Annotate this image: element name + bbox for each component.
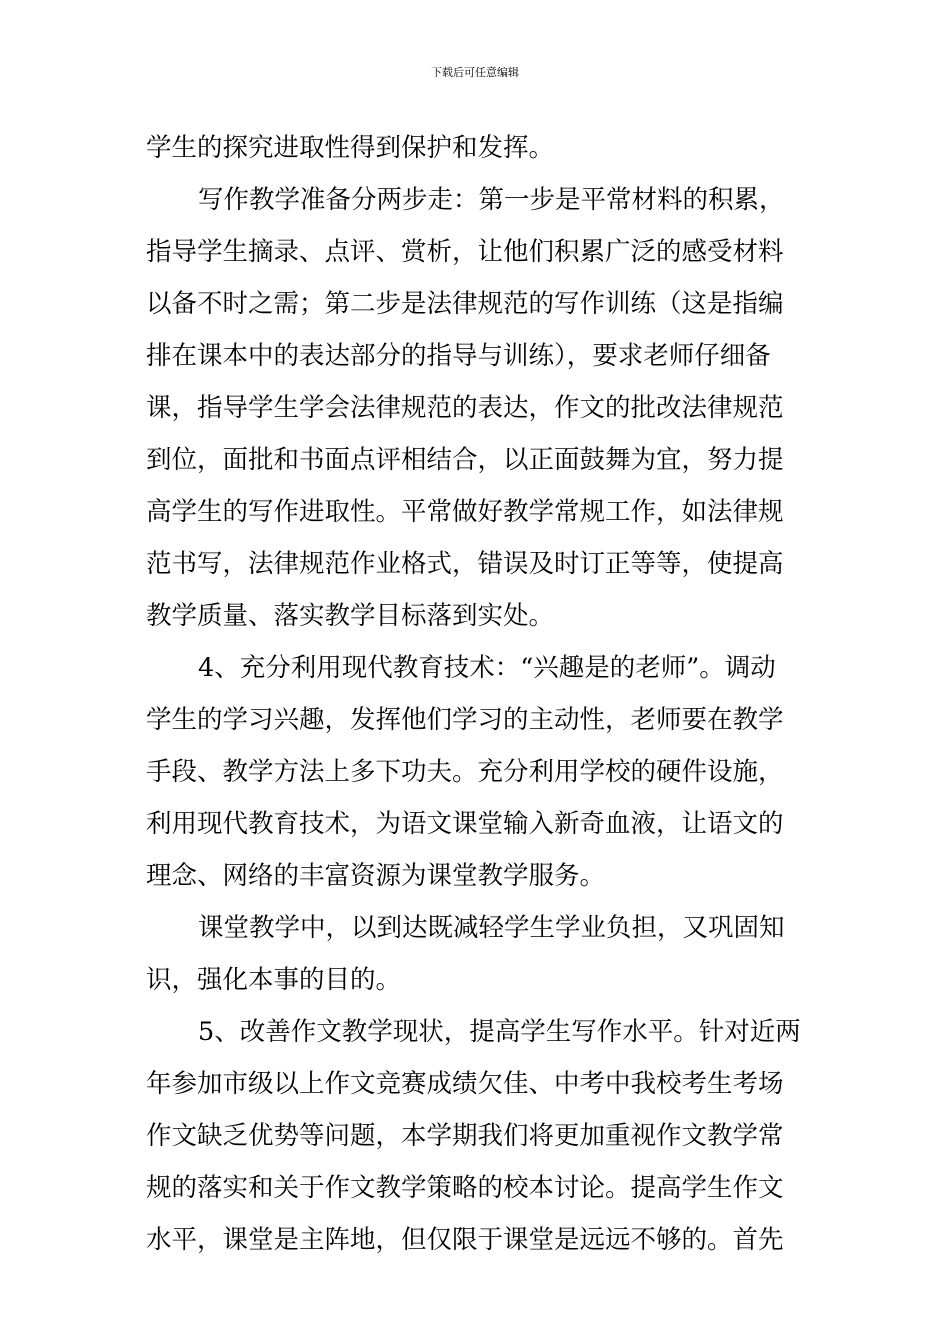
paragraph-first-line: 课堂教学中，以到达既减轻学生学业负担，又巩固知	[198, 913, 785, 943]
paragraph-first-line: 写作教学准备分两步走：第一步是平常材料的积累，	[198, 185, 785, 215]
text-line: 识，强化本事的目的。	[146, 965, 402, 995]
text-line: 以备不时之需；第二步是法律规范的写作训练（这是指编	[146, 289, 784, 319]
text-line: 高学生的写作进取性。平常做好教学常规工作，如法律规	[146, 497, 784, 527]
text-line: 教学质量、落实教学目标落到实处。	[146, 601, 555, 631]
text-line: 水平，课堂是主阵地，但仅限于课堂是远远不够的。首先	[146, 1225, 784, 1255]
text-line: 到位，面批和书面点评相结合，以正面鼓舞为宜，努力提	[146, 445, 784, 475]
text-line: 范书写，法律规范作业格式，错误及时订正等等，使提高	[146, 549, 784, 579]
paragraph-first-line: 5、改善作文教学现状，提高学生写作水平。针对近两	[198, 1017, 801, 1047]
text-line: 规的落实和关于作文教学策略的校本讨论。提高学生作文	[146, 1173, 784, 1203]
text-line: 利用现代教育技术，为语文课堂输入新奇血液，让语文的	[146, 809, 784, 839]
text-line: 学生的学习兴趣，发挥他们学习的主动性，老师要在教学	[146, 705, 784, 735]
page-header: 下载后可任意编辑	[431, 66, 519, 79]
text-line: 手段、教学方法上多下功夫。充分利用学校的硬件设施，	[146, 757, 784, 787]
text-line: 指导学生摘录、点评、赏析，让他们积累广泛的感受材料	[146, 237, 784, 267]
text-line: 年参加市级以上作文竞赛成绩欠佳、中考中我校考生考场	[146, 1069, 784, 1099]
document-body	[146, 122, 808, 1266]
paragraph-first-line: 4、充分利用现代教育技术：“兴趣是的老师”。调动	[198, 653, 776, 683]
text-line: 理念、网络的丰富资源为课堂教学服务。	[146, 861, 606, 891]
text-line: 学生的探究进取性得到保护和发挥。	[146, 133, 555, 163]
text-line: 课，指导学生学会法律规范的表达，作文的批改法律规范	[146, 393, 784, 423]
text-line: 排在课本中的表达部分的指导与训练），要求老师仔细备	[146, 341, 771, 371]
text-line: 作文缺乏优势等问题，本学期我们将更加重视作文教学常	[146, 1121, 784, 1151]
